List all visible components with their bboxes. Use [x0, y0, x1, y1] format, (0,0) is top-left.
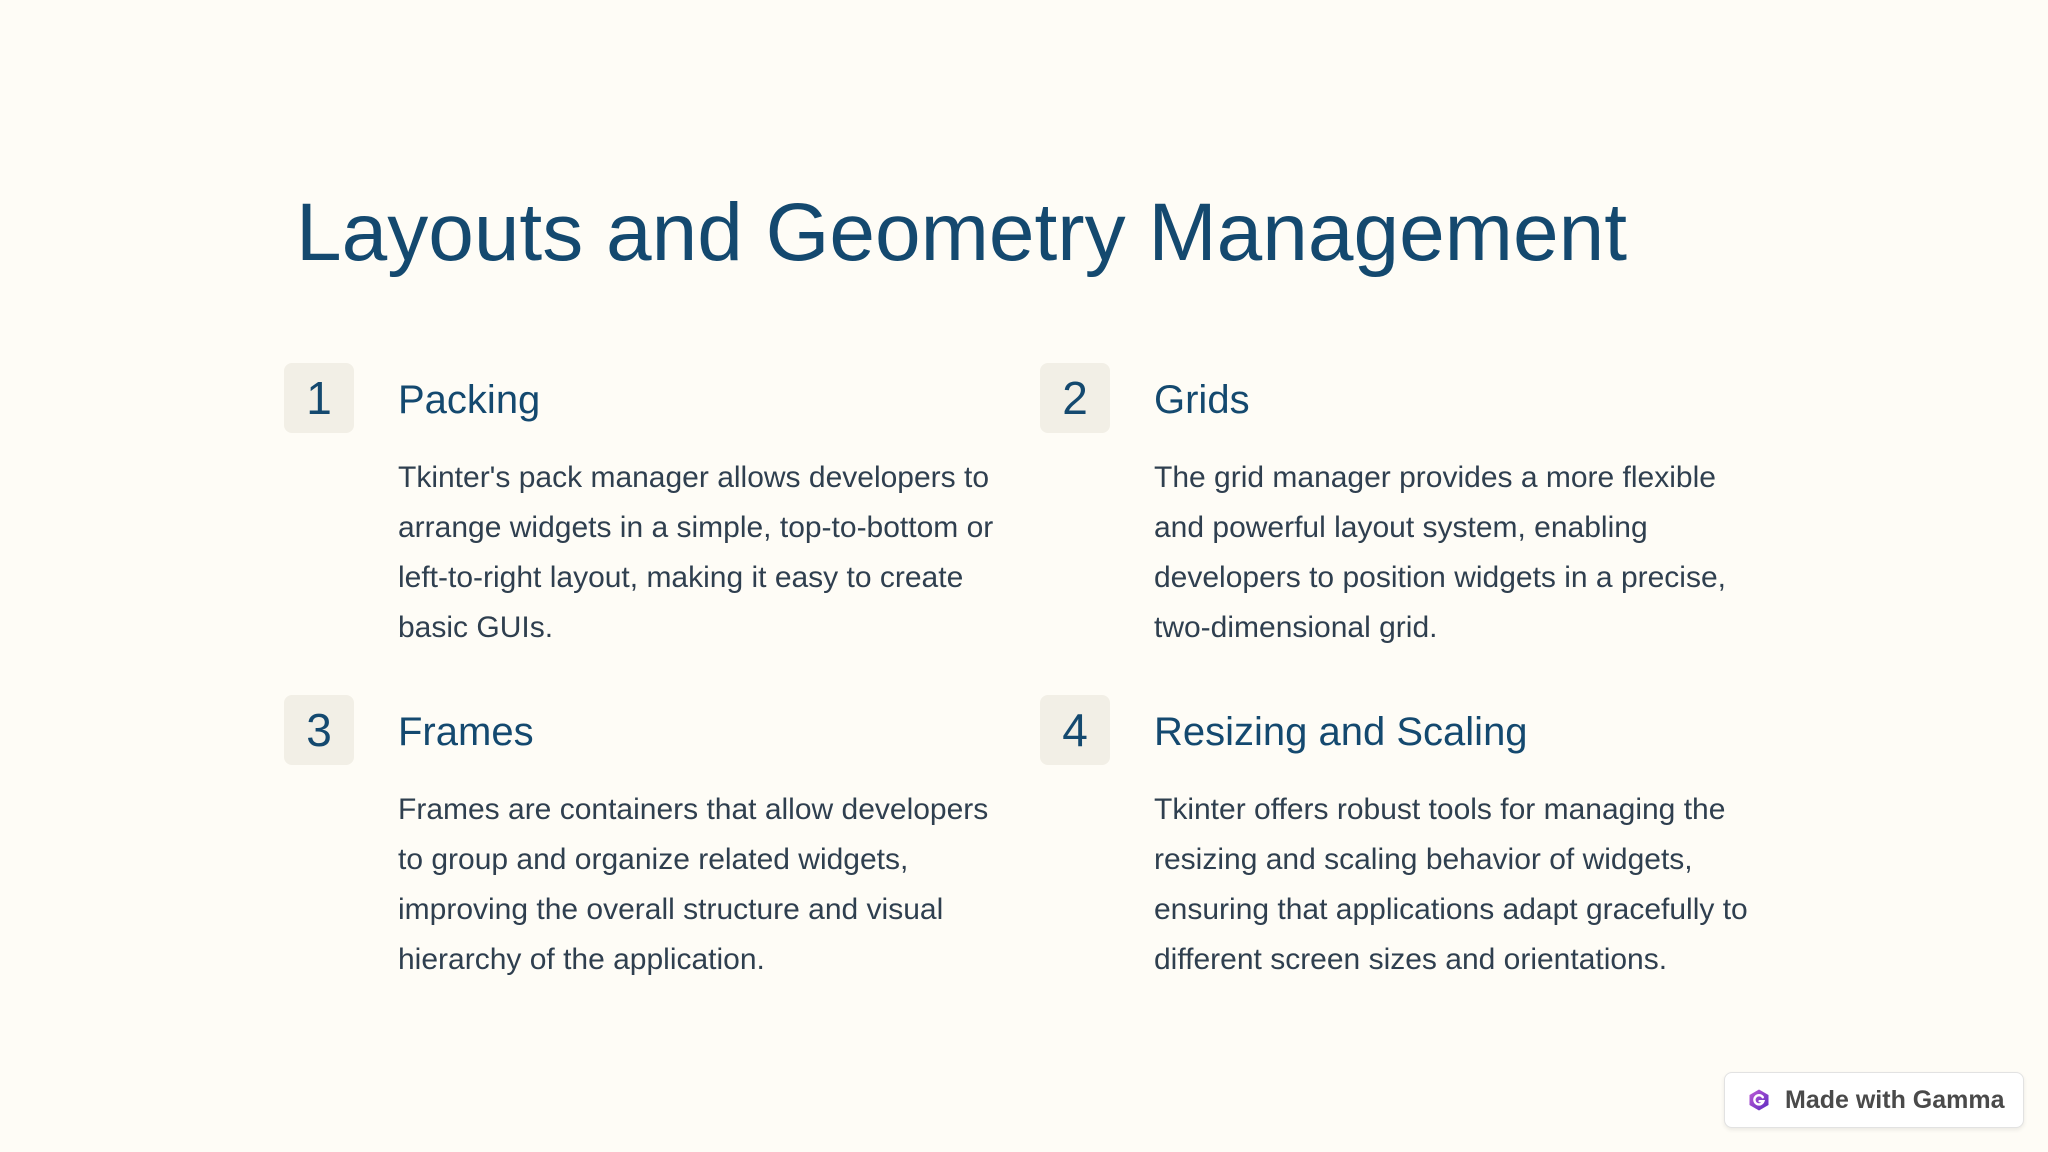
badge-label: Made with Gamma: [1785, 1085, 2005, 1114]
gamma-logo-icon: [1747, 1088, 1771, 1112]
card-body: Tkinter offers robust tools for managing the resizing and scaling behavior of widgets, ensuring that applications adapt gracefully to different screen sizes and orientations.: [1154, 793, 1748, 976]
card-packing: [284, 363, 994, 653]
card-title: Packing: [398, 378, 541, 422]
card-frames: [284, 695, 989, 985]
made-with-gamma-button[interactable]: [1724, 1072, 2024, 1128]
card-number: 4: [1040, 695, 1110, 765]
card-number: 1: [284, 363, 354, 433]
card-title: Resizing and Scaling: [1154, 710, 1528, 754]
card-title: Grids: [1154, 378, 1250, 422]
card-body: Frames are containers that allow developers to group and organize related widgets, improving the overall structure and visual hierarchy of the application.: [398, 793, 989, 976]
card-grids: [1040, 363, 1740, 653]
card-number: 2: [1040, 363, 1110, 433]
slide-title: Layouts and Geometry Management: [296, 187, 1627, 278]
card-resizing-and-scaling: [1040, 695, 1748, 985]
card-body: The grid manager provides a more flexible and powerful layout system, enabling developers to position widgets in a precise, two-dimensional grid.: [1154, 461, 1726, 644]
card-body: Tkinter's pack manager allows developers to arrange widgets in a simple, top-to-bottom or left-to-right layout, making it easy to create basic GUIs.: [398, 461, 994, 644]
card-title: Frames: [398, 710, 534, 754]
card-number: 3: [284, 695, 354, 765]
